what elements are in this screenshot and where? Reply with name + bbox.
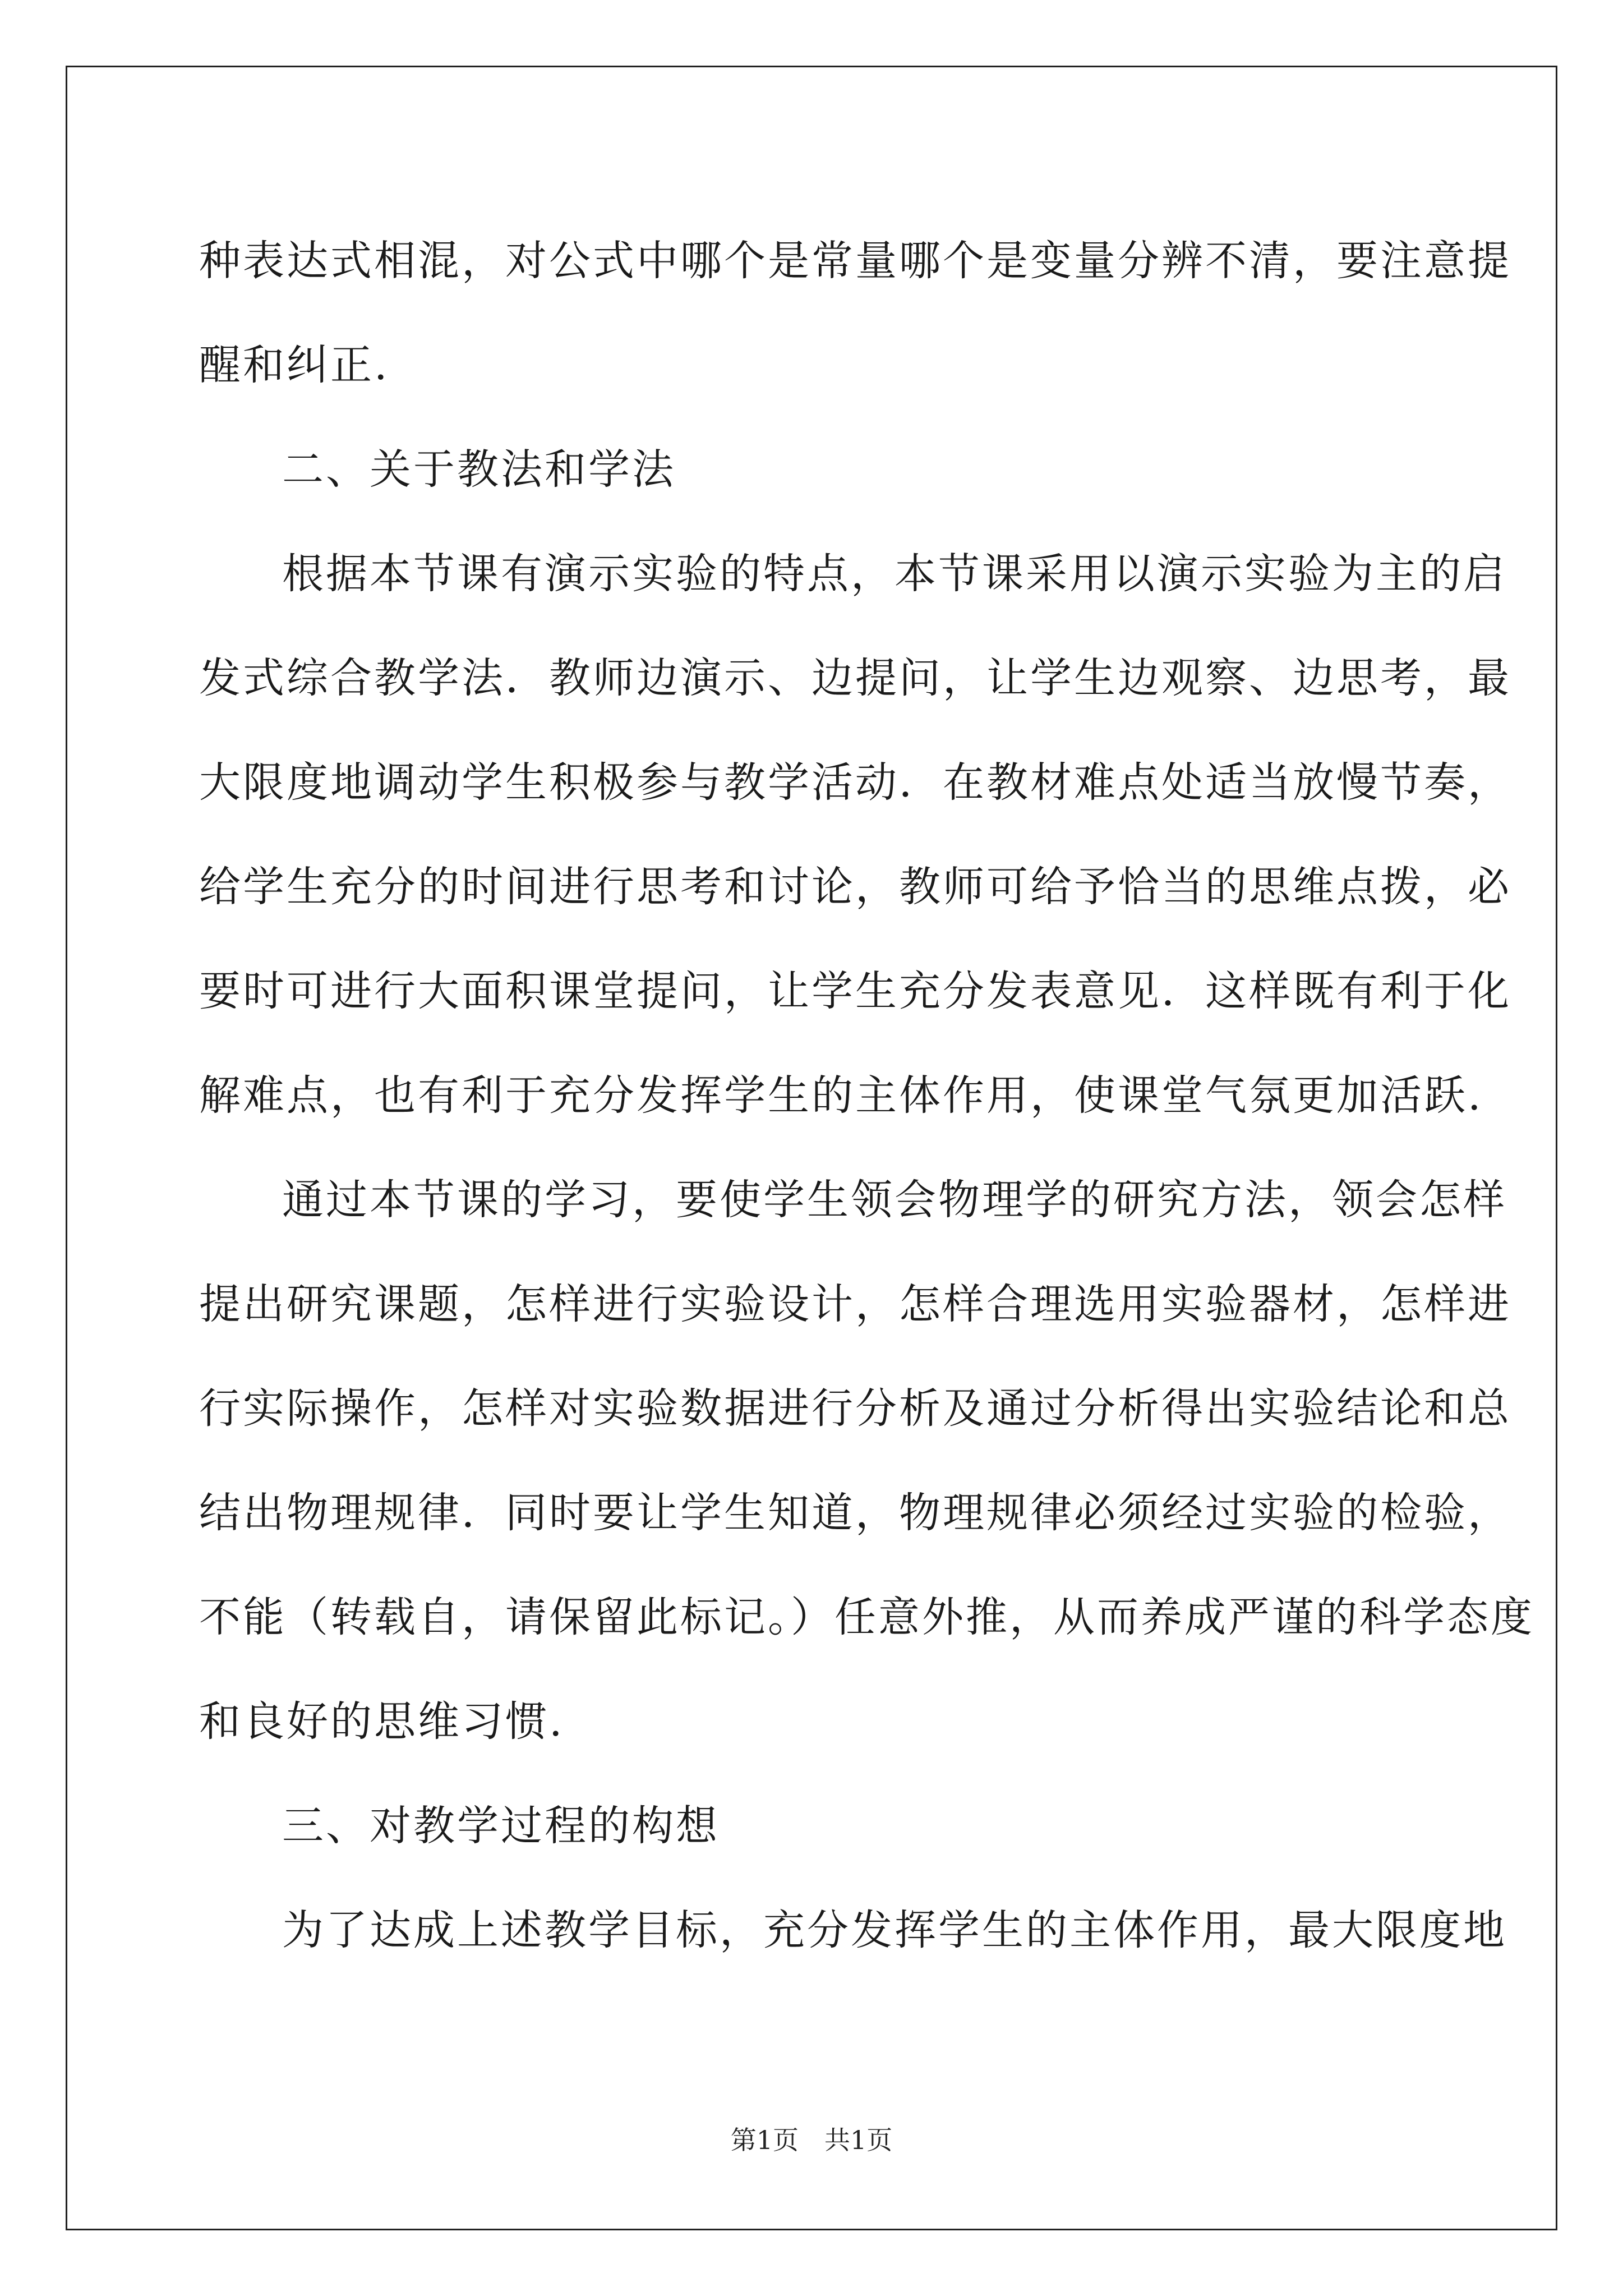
text-line: 解难点，也有利于充分发挥学生的主体作用，使课堂气氛更加活跃. bbox=[199, 1071, 1483, 1120]
text-line: 给学生充分的时间进行思考和讨论，教师可给予恰当的思维点拨，必 bbox=[199, 863, 1511, 911]
document-body bbox=[199, 209, 1534, 1982]
text-line: 要时可进行大面积课堂提问，让学生充分发表意见．这样既有利于化 bbox=[199, 967, 1511, 1015]
text-line: 行实际操作，怎样对实验数据进行分析及通过分析得出实验结论和总 bbox=[199, 1384, 1511, 1433]
text-line: 为了达成上述教学目标，充分发挥学生的主体作用，最大限度地 bbox=[282, 1906, 1507, 1954]
text-line: 结出物理规律．同时要让学生知道，物理规律必须经过实验的检验， bbox=[199, 1489, 1511, 1537]
text-line: 提出研究课题，怎样进行实验设计，怎样合理选用实验器材，怎样进 bbox=[199, 1280, 1511, 1328]
text-line: 种表达式相混，对公式中哪个是常量哪个是变量分辨不清，要注意提 bbox=[199, 237, 1511, 285]
section-heading: 二、关于教法和学法 bbox=[282, 445, 676, 494]
page-footer bbox=[0, 2123, 1623, 2157]
text-line: 根据本节课有演示实验的特点，本节课采用以演示实验为主的启 bbox=[282, 550, 1507, 598]
page-number: 第1页 共1页 bbox=[730, 2125, 893, 2155]
text-line: 大限度地调动学生积极参与教学活动．在教材难点处适当放慢节奏， bbox=[199, 758, 1511, 807]
text-line: 和良好的思维习惯. bbox=[199, 1697, 565, 1746]
text-line: 醒和纠正. bbox=[199, 341, 390, 389]
text-line: 发式综合教学法．教师边演示、边提问，让学生边观察、边思考，最 bbox=[199, 654, 1511, 702]
section-heading: 三、对教学过程的构想 bbox=[282, 1802, 720, 1850]
text-line: 不能（转载自，请保留此标记。）任意外推，从而养成严谨的科学态度 bbox=[199, 1593, 1534, 1641]
text-line: 通过本节课的学习，要使学生领会物理学的研究方法，领会怎样 bbox=[282, 1176, 1507, 1224]
